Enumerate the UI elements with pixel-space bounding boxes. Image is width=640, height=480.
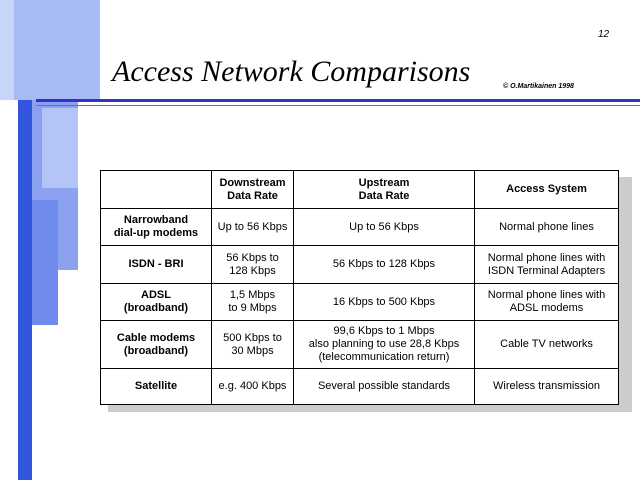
table-cell: 56 Kbps to 128 Kbps: [294, 246, 475, 284]
header-cell: [101, 171, 212, 209]
row-label: Cable modems (broadband): [101, 321, 212, 369]
table-cell: e.g. 400 Kbps: [212, 369, 294, 405]
slide-title: Access Network Comparisons: [112, 55, 471, 88]
table-row: [101, 246, 619, 284]
row-label: Satellite: [101, 369, 212, 405]
table-cell: Up to 56 Kbps: [294, 209, 475, 246]
comparison-table-container: [100, 170, 619, 405]
table-row: [101, 209, 619, 246]
row-label: Narrowband dial-up modems: [101, 209, 212, 246]
table-row: [101, 321, 619, 369]
copyright-notice: © O.Martikainen 1998: [503, 83, 574, 90]
decorative-bar-dark: [18, 100, 32, 480]
table-header-row: [101, 171, 619, 209]
page-number: 12: [598, 29, 610, 40]
table-cell: Up to 56 Kbps: [212, 209, 294, 246]
table-cell: 1,5 Mbps to 9 Mbps: [212, 284, 294, 321]
decorative-bar-soft: [42, 108, 78, 188]
table-row: [101, 369, 619, 405]
table-cell: Normal phone lines: [475, 209, 619, 246]
table-cell: Normal phone lines with ISDN Terminal Adapters: [475, 246, 619, 284]
table-cell: Several possible standards: [294, 369, 475, 405]
table-cell: 56 Kbps to 128 Kbps: [212, 246, 294, 284]
table-cell: 500 Kbps to 30 Mbps: [212, 321, 294, 369]
table-cell: Normal phone lines with ADSL modems: [475, 284, 619, 321]
table-cell: 99,6 Kbps to 1 Mbps also planning to use 28,8 Kbps (telecommunication return): [294, 321, 475, 369]
decorative-bar-light: [14, 0, 100, 100]
header-cell: Upstream Data Rate: [294, 171, 475, 209]
row-label: ADSL (broadband): [101, 284, 212, 321]
decorative-bar-strong: [28, 200, 58, 325]
row-label: ISDN - BRI: [101, 246, 212, 284]
title-rule: [36, 99, 640, 102]
table-cell: Cable TV networks: [475, 321, 619, 369]
table-cell: Wireless transmission: [475, 369, 619, 405]
title-rule-thin: [36, 105, 640, 106]
comparison-table: [100, 170, 619, 405]
header-cell: Downstream Data Rate: [212, 171, 294, 209]
header-cell: Access System: [475, 171, 619, 209]
table-cell: 16 Kbps to 500 Kbps: [294, 284, 475, 321]
table-row: [101, 284, 619, 321]
